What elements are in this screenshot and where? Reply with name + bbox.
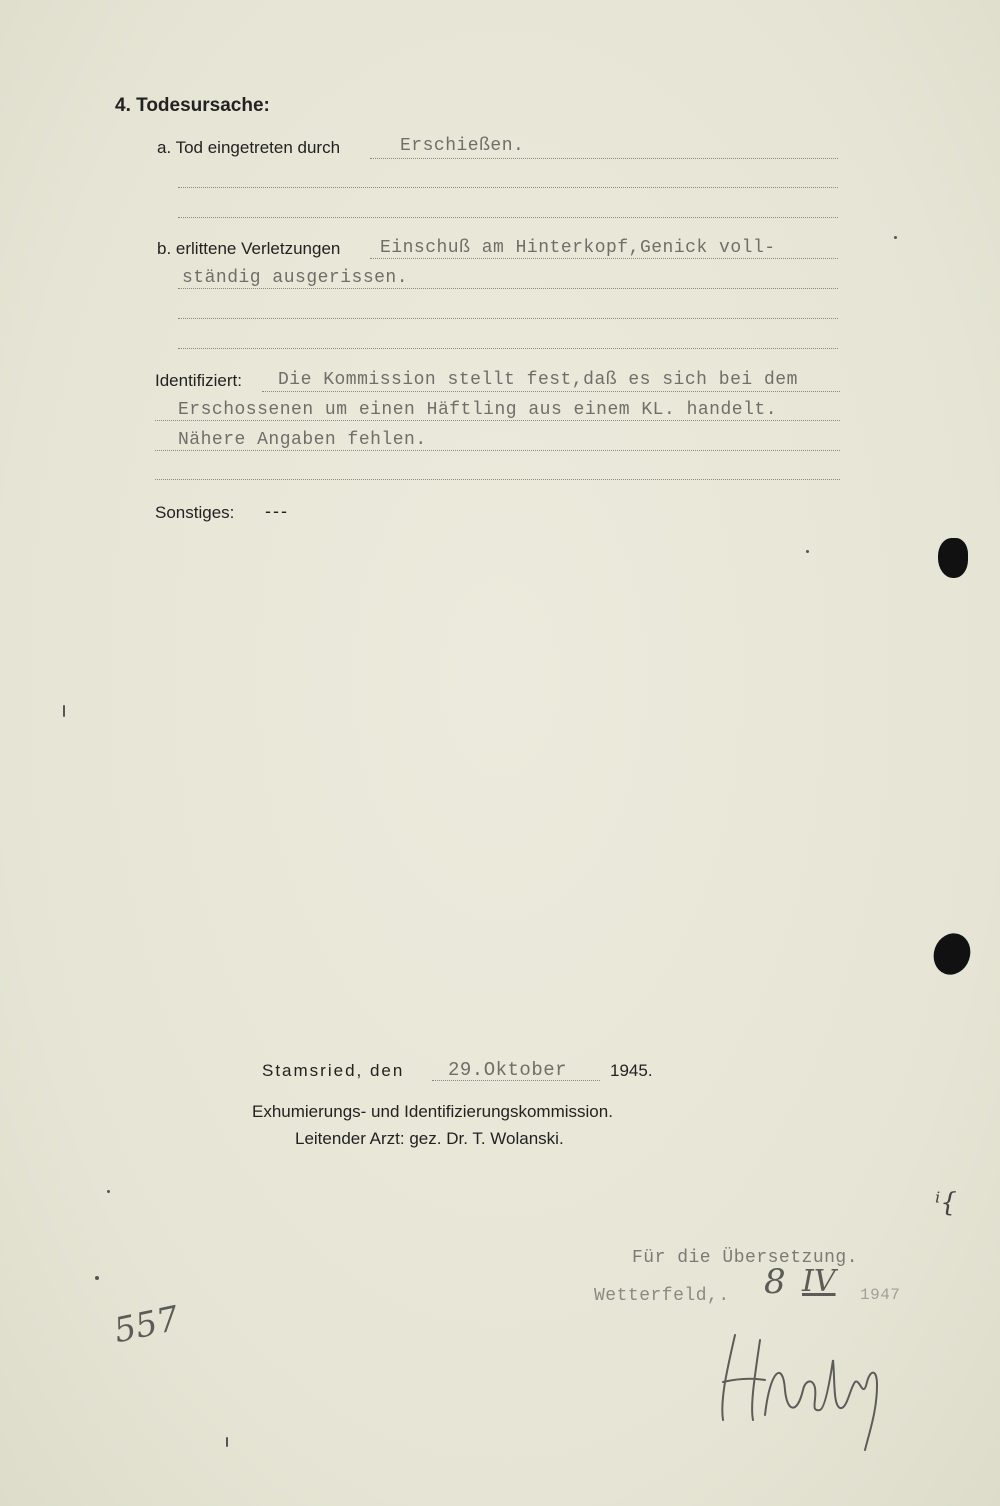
dotted-line	[262, 391, 840, 392]
page-number: 557	[110, 1298, 183, 1352]
speck	[894, 236, 897, 239]
identified-label: Identifiziert:	[155, 371, 242, 390]
cause-value: Erschießen.	[400, 136, 525, 156]
dotted-line	[155, 420, 840, 421]
dotted-line	[370, 158, 838, 159]
place-label: Stamsried, den	[262, 1061, 405, 1080]
translation-line1: Für die Übersetzung.	[632, 1248, 859, 1268]
signature-image	[705, 1320, 905, 1460]
speck	[806, 550, 809, 553]
speck	[63, 705, 65, 717]
translation-place: Wetterfeld,.	[594, 1286, 730, 1306]
translation-day: 8	[764, 1262, 786, 1302]
date-value: 29.Oktober	[448, 1059, 568, 1081]
translation-month: IV	[802, 1264, 836, 1299]
dotted-line	[178, 318, 838, 319]
dotted-line	[178, 348, 838, 349]
dotted-line	[178, 217, 838, 218]
year-value: 1945.	[610, 1061, 653, 1080]
speck	[95, 1276, 99, 1280]
translation-year: 1947	[860, 1286, 901, 1304]
other-label: Sonstiges:	[155, 503, 235, 522]
cause-label: a. Tod eingetreten durch	[157, 138, 341, 157]
margin-mark: ⁱ{	[935, 1188, 957, 1218]
dotted-line	[370, 258, 838, 259]
commission-line2: Leitender Arzt: gez. Dr. T. Wolanski.	[295, 1129, 564, 1148]
dotted-line	[178, 288, 838, 289]
section-heading: 4. Todesursache:	[115, 95, 270, 116]
injuries-label: b. erlittene Verletzungen	[157, 239, 341, 258]
dotted-line	[178, 187, 838, 188]
punch-hole	[938, 538, 968, 578]
identified-line2: Erschossenen um einen Häftling aus einem KL. handelt.	[178, 400, 777, 420]
dotted-line	[155, 479, 840, 480]
commission-line1: Exhumierungs- und Identifizierungskommission.	[252, 1102, 613, 1121]
injuries-value-line1: Einschuß am Hinterkopf,Genick voll-	[380, 238, 776, 258]
punch-hole	[928, 928, 976, 980]
dotted-line	[155, 450, 840, 451]
injuries-value-line2: ständig ausgerissen.	[182, 268, 409, 288]
speck	[107, 1190, 110, 1193]
identified-line3: Nähere Angaben fehlen.	[178, 430, 427, 450]
speck	[226, 1437, 228, 1447]
identified-line1: Die Kommission stellt fest,daß es sich bei dem	[278, 370, 798, 390]
other-value: ---	[265, 501, 289, 521]
